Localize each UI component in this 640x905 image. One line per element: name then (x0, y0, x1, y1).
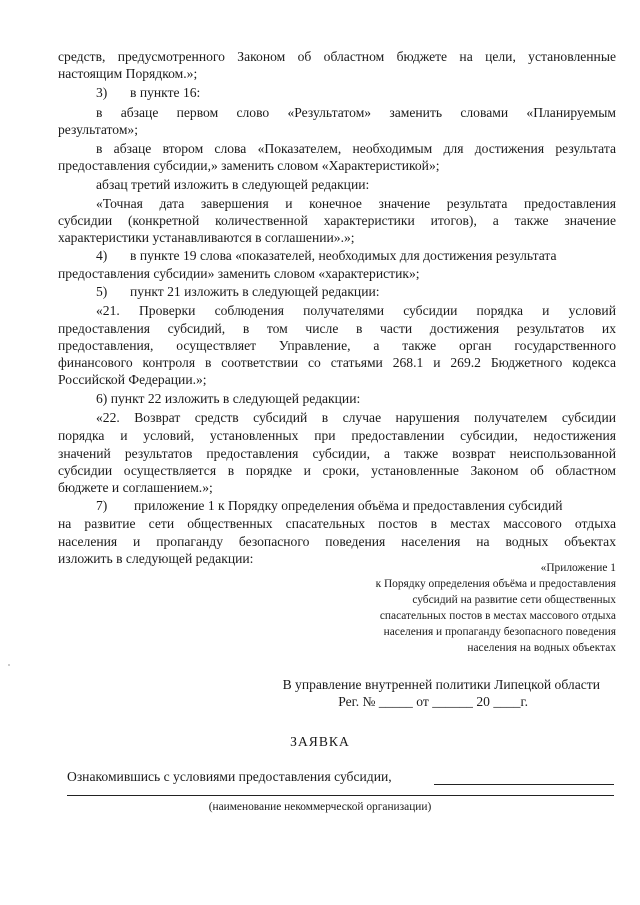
body-line: характеристики устанавливаются в соглашении».»; (58, 230, 355, 245)
item-number: 4) (96, 248, 108, 263)
appendix-heading: населения и пропаганду безопасного поведения (383, 626, 616, 638)
appendix-heading: к Порядку определения объёма и предоставления (375, 578, 616, 590)
body-line: Российской Федерации.»; (58, 372, 207, 387)
body-line: предоставления, осуществляет Управление, а также орган государственного (58, 338, 616, 353)
scan-speck (8, 664, 10, 666)
body-line: 6) пункт 22 изложить в следующей редакции: (96, 391, 361, 406)
blank-line (434, 784, 614, 785)
addressee-line: В управление внутренней политики Липецкой области (282, 677, 600, 692)
body-line: населения и пропаганду безопасного поведения населения на водных объектах (58, 534, 616, 549)
body-line: значений результатов предоставления субсидии, а также возврат неиспользованной (58, 446, 616, 461)
appendix-heading: населения на водных объектах (467, 642, 616, 654)
item-text: в пункте 19 слова «показателей, необходимых для достижения результата (130, 248, 557, 263)
item-number: 5) (96, 284, 108, 299)
form-title: ЗАЯВКА (290, 734, 350, 749)
body-line: в абзаце втором слова «Показателем, необходимым для достижения результата (96, 141, 616, 156)
appendix-heading: спасательных постов в местах массового отдыха (379, 610, 616, 622)
body-line: «Точная дата завершения и конечное значение результата предоставления (96, 196, 616, 211)
item-text: приложение 1 к Порядку определения объёма и предоставления субсидий (134, 498, 563, 513)
body-line: абзац третий изложить в следующей редакции: (96, 177, 370, 192)
body-line: субсидии осуществляется в порядке и сроки, установленные Законом об областном (58, 463, 616, 478)
item-text: в пункте 16: (130, 85, 201, 100)
body-line: предоставления субсидии,» заменить словом «Характеристикой»; (58, 158, 440, 173)
body-line: изложить в следующей редакции: (58, 551, 254, 566)
appendix-heading: субсидий на развитие сети общественных (412, 594, 616, 606)
body-line: настоящим Порядком.»; (58, 66, 198, 81)
item-number: 3) (96, 85, 108, 100)
form-intro: Ознакомившись с условиями предоставления субсидии, (67, 769, 392, 784)
body-line: результатом»; (58, 122, 139, 137)
body-line: финансового контроля в соответствии со статьями 268.1 и 269.2 Бюджетного кодекса (58, 355, 616, 370)
body-line: порядка и условий, установленных при предоставлении субсидии, недостижения (58, 428, 616, 443)
body-line: «21. Проверки соблюдения получателями субсидии порядка и условий (96, 303, 616, 318)
body-line: средств, предусмотренного Законом об областном бюджете на цели, установленные (58, 49, 616, 64)
body-line: бюджете и соглашением.»; (58, 480, 213, 495)
body-line: на развитие сети общественных спасательных постов в местах массового отдыха (58, 516, 616, 531)
item-number: 7) (96, 498, 108, 513)
item-text: пункт 21 изложить в следующей редакции: (130, 284, 380, 299)
body-line: «22. Возврат средств субсидий в случае нарушения получателем субсидии (96, 410, 616, 425)
body-line: предоставления субсидии» заменить словом «характеристик»; (58, 266, 420, 281)
body-line: предоставления субсидий, в том числе в части достижения результатов их (58, 321, 616, 336)
field-caption: (наименование некоммерческой организации) (208, 801, 432, 813)
blank-line (67, 795, 614, 796)
appendix-heading: «Приложение 1 (540, 562, 616, 574)
body-line: субсидии (конкретной количественной характеристики итогов), а также значение (58, 213, 616, 228)
registration-line: Рег. № _____ от ______ 20 ____г. (338, 694, 528, 709)
body-line: в абзаце первом слово «Результатом» заменить словами «Планируемым (96, 105, 616, 120)
